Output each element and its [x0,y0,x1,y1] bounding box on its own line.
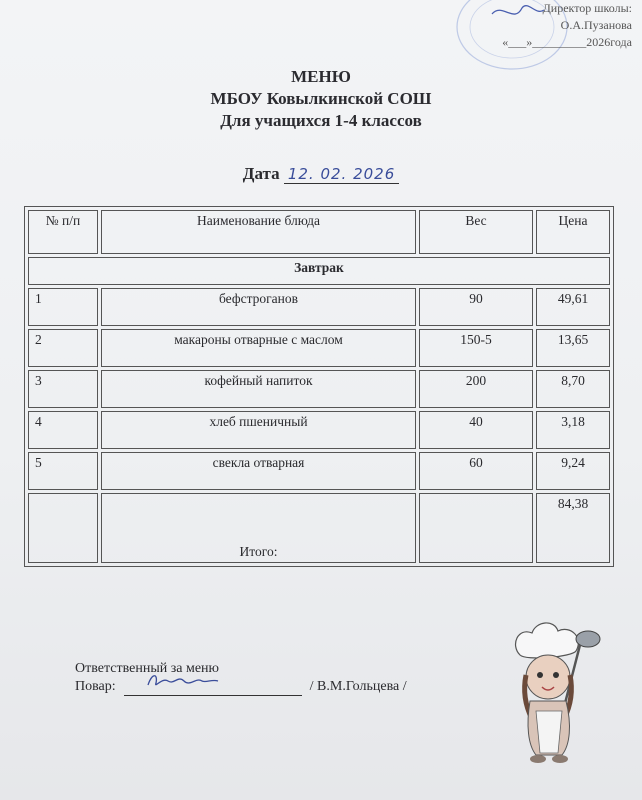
row-price: 13,65 [536,329,610,367]
date-value: 12. 02. 2026 [284,165,399,184]
row-weight: 60 [419,452,533,490]
row-name: бефстроганов [101,288,416,326]
cook-label: Повар: [75,679,116,694]
header-num: № п/п [28,210,98,254]
row-name: хлеб пшеничный [101,411,416,449]
table-row [28,370,610,408]
date-label: Дата [242,164,280,183]
approval-date-line [452,34,632,51]
row-num: 2 [28,329,98,367]
table-row [28,288,610,326]
approval-block [452,0,632,60]
approval-year: _________2026года [532,35,632,49]
header-weight: Вес [419,210,533,254]
director-name: О.А.Пузанова [560,18,632,32]
total-value: 84,38 [536,493,610,563]
section-row [28,257,610,285]
table-row [28,452,610,490]
signature-icon [144,669,224,693]
row-weight: 150-5 [419,329,533,367]
row-num: 3 [28,370,98,408]
cook-name: / В.М.Гольцева / [309,679,407,694]
total-row [28,493,610,563]
title-menu: МЕНЮ [291,67,351,86]
row-price: 9,24 [536,452,610,490]
row-price: 3,18 [536,411,610,449]
row-weight: 40 [419,411,533,449]
row-weight: 90 [419,288,533,326]
cook-row [75,678,407,696]
director-title: Директор школы: [542,1,632,15]
row-name: кофейный напиток [101,370,416,408]
footer-signatures [75,660,407,696]
row-price: 8,70 [536,370,610,408]
row-num: 4 [28,411,98,449]
chef-girl-icon [492,615,612,765]
row-price: 49,61 [536,288,610,326]
header-price: Цена [536,210,610,254]
total-label: Итого: [101,493,416,563]
total-empty-weight [419,493,533,563]
menu-table [24,206,614,567]
row-weight: 200 [419,370,533,408]
total-empty-num [28,493,98,563]
header-name: Наименование блюда [101,210,416,254]
table-row [28,411,610,449]
table-header-row [28,210,610,254]
table-row [28,329,610,367]
page-title [0,66,642,132]
responsible-label: Ответственный за меню [75,661,219,676]
title-grades: Для учащихся 1-4 классов [220,111,422,130]
date-row [0,164,642,184]
row-name: свекла отварная [101,452,416,490]
row-num: 5 [28,452,98,490]
title-school: МБОУ Ковылкинской СОШ [210,89,432,108]
approval-day: «___» [502,35,533,49]
row-num: 1 [28,288,98,326]
cook-signature-line [124,679,302,696]
row-name: макароны отварные с маслом [101,329,416,367]
section-breakfast: Завтрак [28,257,610,285]
